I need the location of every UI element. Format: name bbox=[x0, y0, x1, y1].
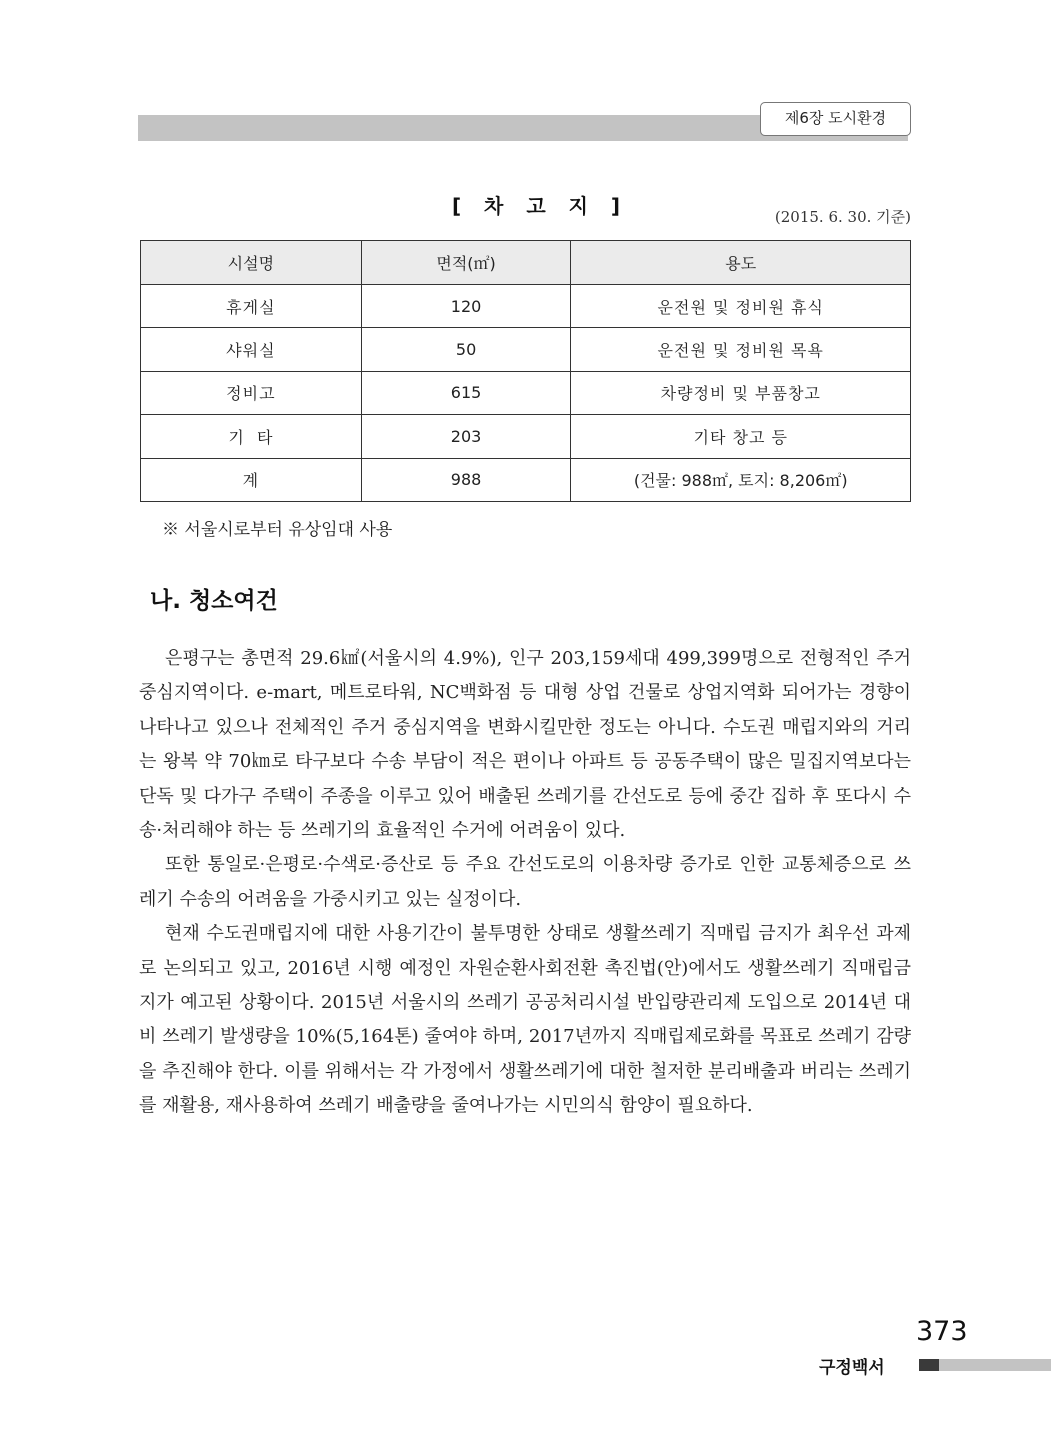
facility-name-cell: 정비고 bbox=[141, 371, 362, 414]
facility-name-cell: 기 타 bbox=[141, 415, 362, 458]
header-cell-facility: 시설명 bbox=[141, 241, 362, 285]
table-date-note: (2015. 6. 30. 기준) bbox=[774, 208, 911, 226]
chapter-tab: 제6장 도시환경 bbox=[760, 102, 911, 136]
header-cell-usage: 용도 bbox=[571, 241, 911, 285]
table-row bbox=[141, 371, 911, 414]
paragraph: 또한 통일로·은평로·수색로·증산로 등 주요 간선도로의 이용차량 증가로 인한 교통체증으로 쓰레기 수송의 어려움을 가중시키고 있는 실정이다. bbox=[139, 854, 911, 910]
footer-bar-light bbox=[939, 1359, 1051, 1371]
usage-cell: (건물: 988㎡, 토지: 8,206㎡) bbox=[571, 458, 911, 501]
table-row bbox=[141, 328, 911, 371]
facility-name-cell: 휴게실 bbox=[141, 285, 362, 328]
footer-title: 구정백서 bbox=[819, 1358, 885, 1378]
paragraph: 은평구는 총면적 29.6㎢(서울시의 4.9%), 인구 203,159세대 499,399명으로 전형적인 주거중심지역이다. e-mart, 메트로타워, NC백화점 등 대형 상업 건물로 상업지역화 되어가는 경향이 나타나고 있으나 전체적인 주거 중심지역을 변화시킬만한 정도는 아니다. 수도권 매립지와의 거리는 왕복 약 70㎞로 타구보다 수송 부담이 적은 편이나 아파트 등 공동주택이 많은 밀집지역보다는 단독 및 다가구 주택이 주종을 이루고 있어 배출된 쓰레기를 간선도로 등에 중간 집하 후 또다시 수송·처리해야 하는 등 쓰레기의 효율적인 수거에 어려움이 있다. bbox=[139, 648, 911, 842]
area-cell: 120 bbox=[361, 285, 571, 328]
area-cell: 203 bbox=[361, 415, 571, 458]
body-text bbox=[139, 642, 911, 1124]
usage-cell: 기타 창고 등 bbox=[571, 415, 911, 458]
table-total-row bbox=[141, 458, 911, 501]
paragraph: 현재 수도권매립지에 대한 사용기간이 불투명한 상태로 생활쓰레기 직매립 금지가 최우선 과제로 논의되고 있고, 2016년 시행 예정인 자원순환사회전환 촉진법(안)에서도 생활쓰레기 직매립금지가 예고된 상황이다. 2015년 서울시의 쓰레기 공공처리시설 반입량관리제 도입으로 2014년 대비 쓰레기 발생량을 10%(5,164톤) 줄여야 하며, 2017년까지 직매립제로화를 목표로 쓰레기 감량을 추진해야 한다. 이를 위해서는 각 가정에서 생활쓰레기에 대한 철저한 분리배출과 버리는 쓰레기를 재활용, 재사용하여 쓰레기 배출량을 줄여나가는 시민의식 함양이 필요하다. bbox=[139, 923, 911, 1117]
table-title: [ 차 고 지 ] bbox=[451, 194, 629, 218]
usage-cell: 차량정비 및 부품창고 bbox=[571, 371, 911, 414]
table-row bbox=[141, 415, 911, 458]
footer-bar-dark bbox=[919, 1359, 939, 1371]
table-row bbox=[141, 285, 911, 328]
area-cell: 50 bbox=[361, 328, 571, 371]
area-cell: 988 bbox=[361, 458, 571, 501]
facility-name-cell: 샤워실 bbox=[141, 328, 362, 371]
usage-cell: 운전원 및 정비원 휴식 bbox=[571, 285, 911, 328]
facility-table bbox=[140, 240, 911, 502]
table-header-row bbox=[141, 241, 911, 285]
area-cell: 615 bbox=[361, 371, 571, 414]
header-cell-area: 면적(㎡) bbox=[361, 241, 571, 285]
page-number: 373 bbox=[916, 1316, 968, 1347]
table-note: ※ 서울시로부터 유상임대 사용 bbox=[162, 520, 393, 540]
usage-cell: 운전원 및 정비원 목욕 bbox=[571, 328, 911, 371]
facility-name-cell: 계 bbox=[141, 458, 362, 501]
section-heading: 나. 청소여건 bbox=[150, 588, 278, 614]
